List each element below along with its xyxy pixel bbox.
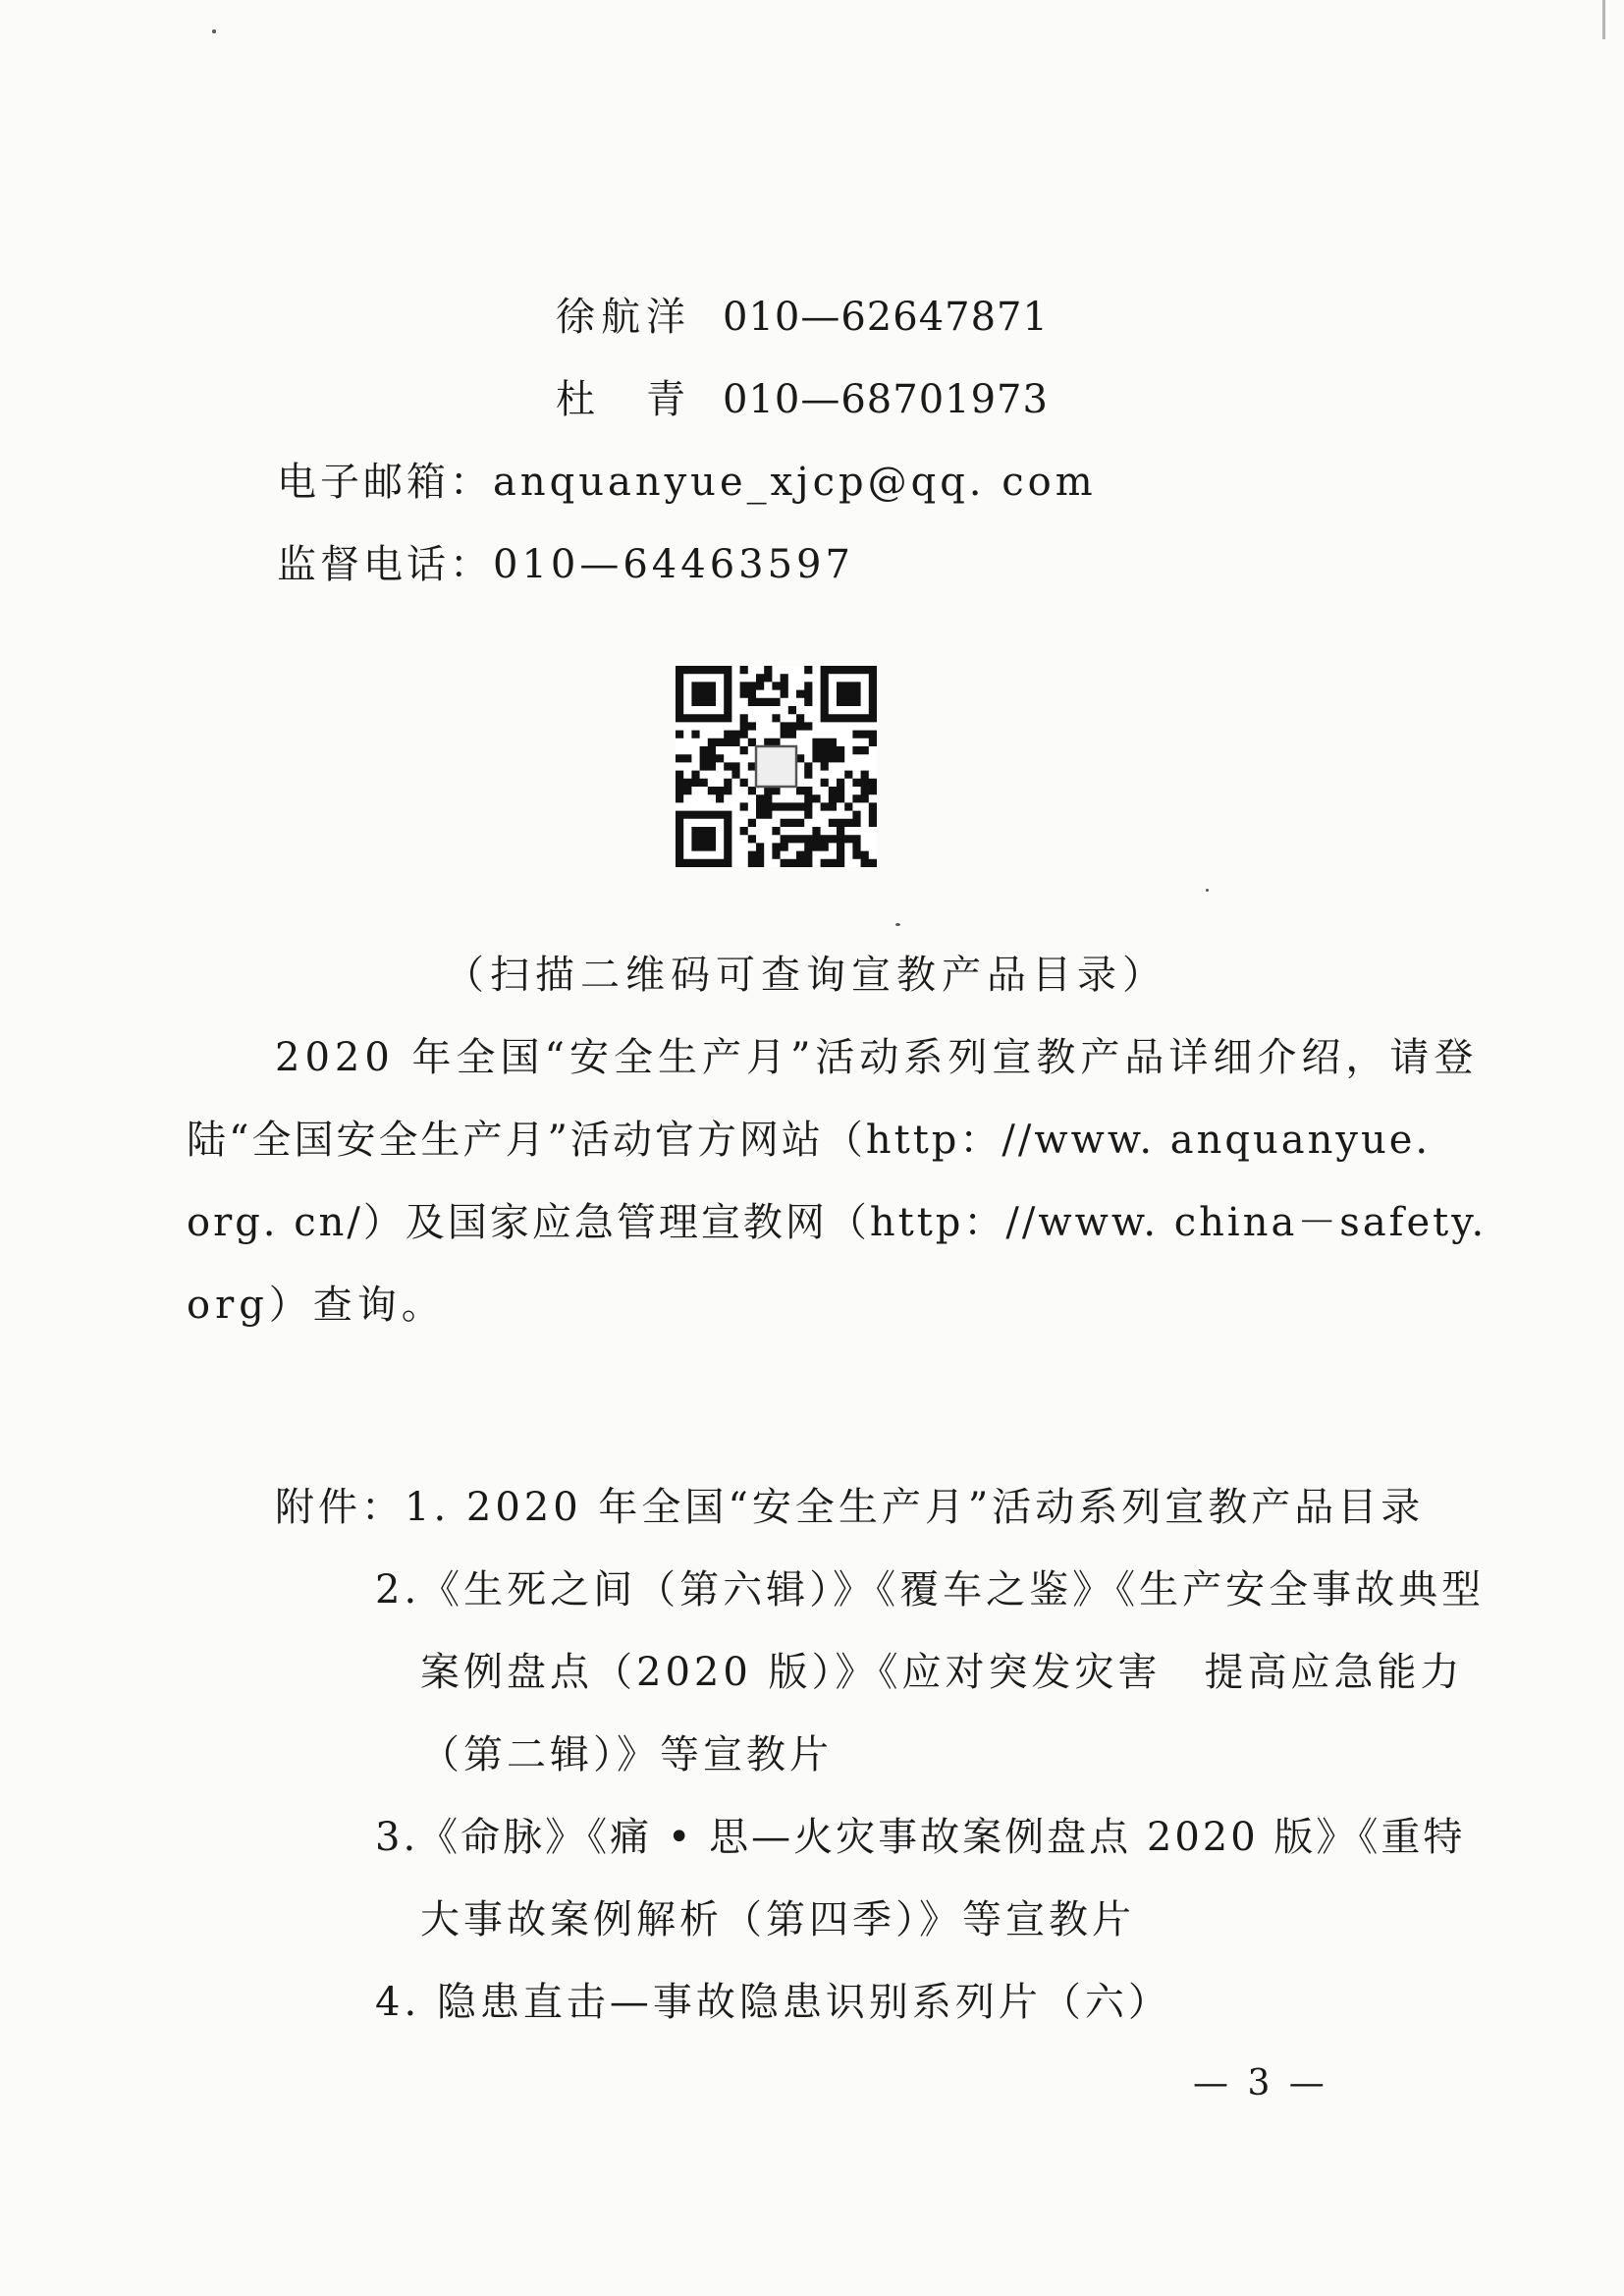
contact-name: 杜 青 xyxy=(556,377,691,422)
contact-name: 徐航洋 xyxy=(556,295,691,340)
attachment-line: 大事故案例解析（第四季）》等宣教片 xyxy=(420,1897,1135,1942)
attachment-line: （第二辑）》等宣教片 xyxy=(420,1732,833,1777)
scan-speck xyxy=(212,29,216,33)
email-line: 电子邮箱：anquanyue_xjcp@qq. com xyxy=(277,460,1097,505)
attachment-line: 3.《命脉》《痛 • 思—火灾事故案例盘点 2020 版》《重特 xyxy=(375,1815,1466,1860)
attachment-line: 附件：1. 2020 年全国“安全生产月”活动系列宣教产品目录 xyxy=(275,1485,1425,1530)
intro-paragraph-line: 2020 年全国“安全生产月”活动系列宣教产品详细介绍，请登 xyxy=(187,1035,1479,1080)
contact-phone: 010—62647871 xyxy=(723,295,1049,340)
attachment-line: 4. 隐患直击—事故隐患识别系列片（六） xyxy=(375,1980,1171,2025)
qr-code[interactable] xyxy=(676,666,877,867)
scan-speck xyxy=(1206,889,1209,892)
intro-paragraph-line: org. cn/）及国家应急管理宣教网（http：//www. china－safety. xyxy=(187,1200,1488,1245)
supervision-phone-line: 监督电话：010—64463597 xyxy=(277,542,854,587)
attachment-line: 2.《生死之间（第六辑）》《覆车之鉴》《生产安全事故典型 xyxy=(375,1567,1486,1613)
contact-line xyxy=(556,375,1049,424)
intro-paragraph-line: org）查询。 xyxy=(187,1283,446,1328)
qr-caption: （扫描二维码可查询宣教产品目录） xyxy=(445,953,1167,998)
contact-phone: 010—68701973 xyxy=(723,377,1049,422)
attachment-line: 案例盘点（2020 版）》《应对突发灾害 提高应急能力 xyxy=(420,1650,1464,1695)
page-number: — 3 — xyxy=(1193,2063,1328,2104)
intro-paragraph-line: 陆“全国安全生产月”活动官方网站（http：//www. anquanyue. xyxy=(187,1118,1432,1163)
scan-speck xyxy=(895,923,900,926)
scan-edge-mark xyxy=(1602,0,1605,39)
contact-line xyxy=(556,293,1049,342)
